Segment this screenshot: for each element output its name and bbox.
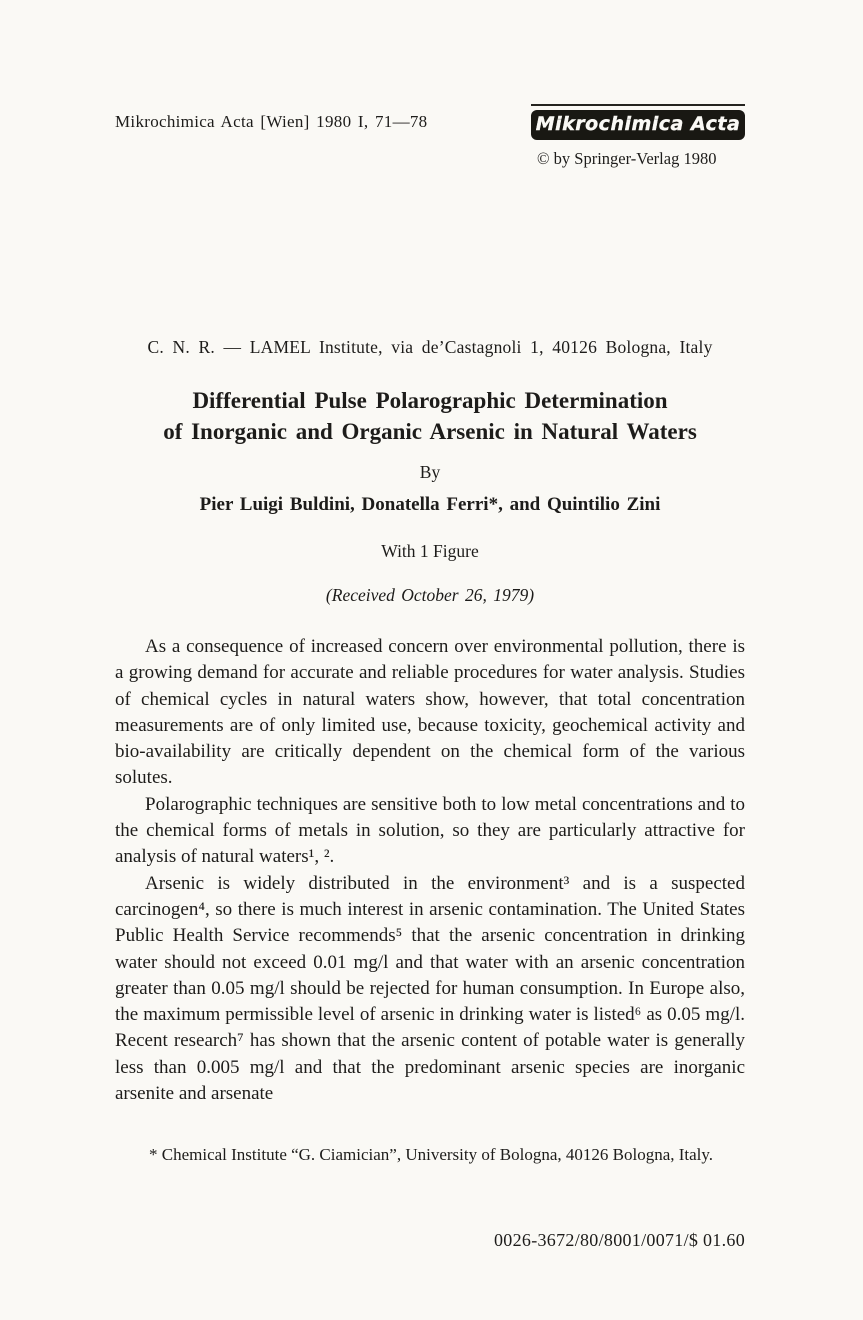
journal-logo: [531, 104, 745, 169]
copyright-line: © by Springer-Verlag 1980: [537, 149, 717, 168]
masthead: [115, 104, 745, 169]
figure-note: With 1 Figure: [381, 541, 479, 561]
body-paragraph-3: Arsenic is widely distributed in the environment³ and is a suspected carcinogen⁴, so there is much interest in arsenic contamination. The United States Public Health Service recommends⁵ that the arsenic concentration in drinking water should not exceed 0.01 mg/l and that water with an arsenic concentration greater than 0.05 mg/l should be rejected for human consumption. In Europe also, the maximum permissible level of arsenic in drinking water is listed⁶ as 0.05 mg/l. Recent research⁷ has shown that the arsenic content of potable water is generally less than 0.005 mg/l and that the predominant arsenic species are inorganic arsenite and arsenate: [115, 872, 745, 1105]
article-title-line-1: Differential Pulse Polarographic Determination: [192, 388, 668, 413]
body-paragraph-2: Polarographic techniques are sensitive both to low metal concentrations and to the chemical forms of metals in solution, so they are particularly attractive for analysis of natural waters¹, ².: [115, 793, 745, 868]
document-code: 0026-3672/80/8001/0071/$ 01.60: [494, 1230, 745, 1250]
article-title-line-2: of Inorganic and Organic Arsenic in Natural Waters: [163, 419, 697, 444]
article-title: [115, 385, 745, 447]
journal-reference: Mikrochimica Acta [Wien] 1980 I, 71—78: [115, 112, 428, 131]
body-paragraph-1: As a consequence of increased concern over environmental pollution, there is a growing demand for accurate and reliable procedures for water analysis. Studies of chemical cycles in natural waters show, however, that total concentration measurements are of only limited use, because toxicity, geochemical activity and bio-availability are critically dependent on the chemical form of the various solutes.: [115, 636, 745, 789]
byline: By: [419, 462, 441, 482]
affiliation-line: C. N. R. — LAMEL Institute, via de’Castagnoli 1, 40126 Bologna, Italy: [147, 337, 713, 357]
journal-logo-badge: Mikrochimica Acta: [531, 110, 745, 140]
article-body: [115, 634, 745, 1107]
authors-line: Pier Luigi Buldini, Donatella Ferri*, and Quintilio Zini: [199, 494, 661, 515]
received-note: (Received October 26, 1979): [325, 585, 535, 605]
author-footnote: * Chemical Institute “G. Ciamician”, University of Bologna, 40126 Bologna, Italy.: [149, 1145, 714, 1165]
logo-top-rule: [531, 104, 745, 106]
